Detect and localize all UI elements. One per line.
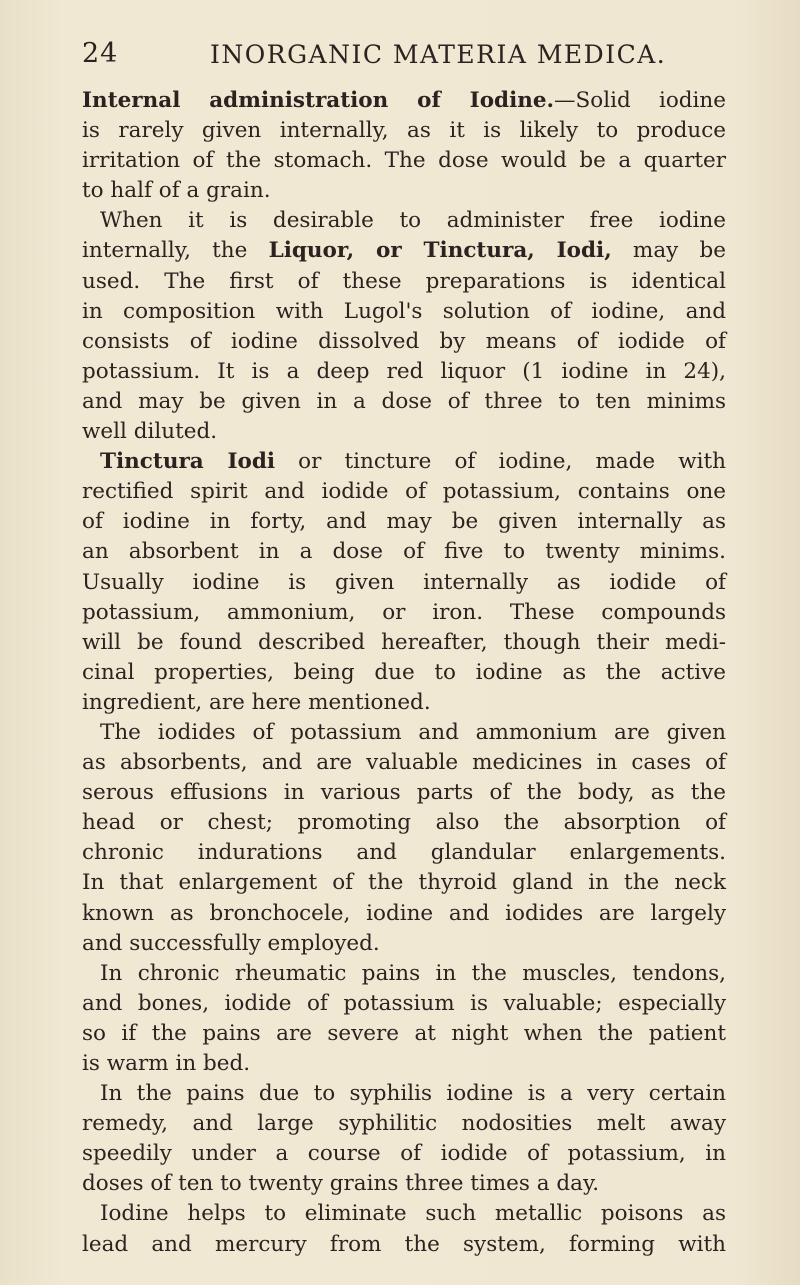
text-line: well diluted. — [82, 419, 218, 445]
text-line — [82, 86, 726, 116]
text-line: known as bronchocele, iodine and iodides are largely — [82, 900, 726, 926]
text-line: used. The first of these preparations is identical — [82, 268, 726, 294]
text-line: chronic indurations and glandular enlargements. — [82, 840, 726, 866]
text-span: —Solid iodine — [554, 88, 726, 113]
text-line: ingredient, are here mentioned. — [82, 689, 431, 715]
text-line: potassium. It is a deep red liquor (1 iodine in 24), — [82, 358, 726, 384]
text-line: Iodine helps to eliminate such metallic poisons as — [100, 1201, 726, 1227]
text-line: consists of iodine dissolved by means of iodide of — [82, 328, 726, 354]
text-line: and successfully employed. — [82, 930, 380, 956]
text-line: of iodine in forty, and may be given internally as — [82, 509, 726, 535]
text-line: so if the pains are severe at night when the patient — [82, 1020, 726, 1046]
text-line: to half of a grain. — [82, 178, 271, 204]
text-line: as absorbents, and are valuable medicines in cases of — [82, 750, 726, 776]
text-line: In the pains due to syphilis iodine is a very certain — [100, 1081, 726, 1107]
text-line: serous effusions in various parts of the body, as the — [82, 780, 726, 806]
text-line: cinal properties, being due to iodine as the active — [82, 659, 726, 685]
text-line — [82, 447, 726, 477]
text-line: speedily under a course of iodide of potassium, in — [82, 1141, 726, 1167]
text-line — [82, 236, 726, 266]
preparation-name: Liquor, or Tinctura, Iodi, — [268, 238, 612, 264]
text-line: lead and mercury from the system, forming with — [82, 1231, 726, 1257]
body-text — [82, 86, 726, 1260]
text-line: is warm in bed. — [82, 1051, 251, 1076]
text-line: remedy, and large syphilitic nodosities melt away — [82, 1111, 726, 1137]
text-line: will be found described hereafter, though their medi- — [82, 629, 726, 655]
text-line: Usually iodine is given internally as iodide of — [82, 569, 726, 595]
running-title: INORGANIC MATERIA MEDICA. — [210, 40, 667, 69]
section-heading: Internal administration of Iodine. — [82, 88, 555, 113]
text-line: is rarely given internally, as it is likely to produce — [82, 118, 726, 144]
text-line: doses of ten to twenty grains three times a day. — [82, 1171, 600, 1197]
text-line: in composition with Lugol's solution of iodine, and — [82, 298, 726, 324]
text-line: irritation of the stomach. The dose would be a quarter — [82, 148, 726, 174]
text-line: and may be given in a dose of three to ten minims — [82, 388, 726, 414]
text-line: and bones, iodide of potassium is valuable; especially — [82, 990, 726, 1016]
text-line: The iodides of potassium and ammonium are given — [100, 719, 726, 745]
text-line: rectified spirit and iodide of potassium, contains one — [82, 479, 726, 505]
text-line: an absorbent in a dose of five to twenty minims. — [82, 539, 726, 565]
text-span: or tincture of iodine, made with — [275, 449, 726, 475]
page-number: 24 — [82, 38, 119, 69]
text-line: potassium, ammonium, or iron. These compounds — [82, 599, 726, 625]
preparation-name: Tinctura Iodi — [100, 449, 276, 475]
text-line: When it is desirable to administer free iodine — [100, 208, 726, 234]
text-span: may be — [611, 238, 726, 264]
page-header — [82, 38, 722, 78]
text-line: In that enlargement of the thyroid gland in the neck — [82, 870, 726, 896]
text-line: In chronic rheumatic pains in the muscles, tendons, — [100, 960, 726, 986]
text-line: head or chest; promoting also the absorption of — [82, 810, 726, 836]
text-span: internally, the — [82, 238, 269, 264]
